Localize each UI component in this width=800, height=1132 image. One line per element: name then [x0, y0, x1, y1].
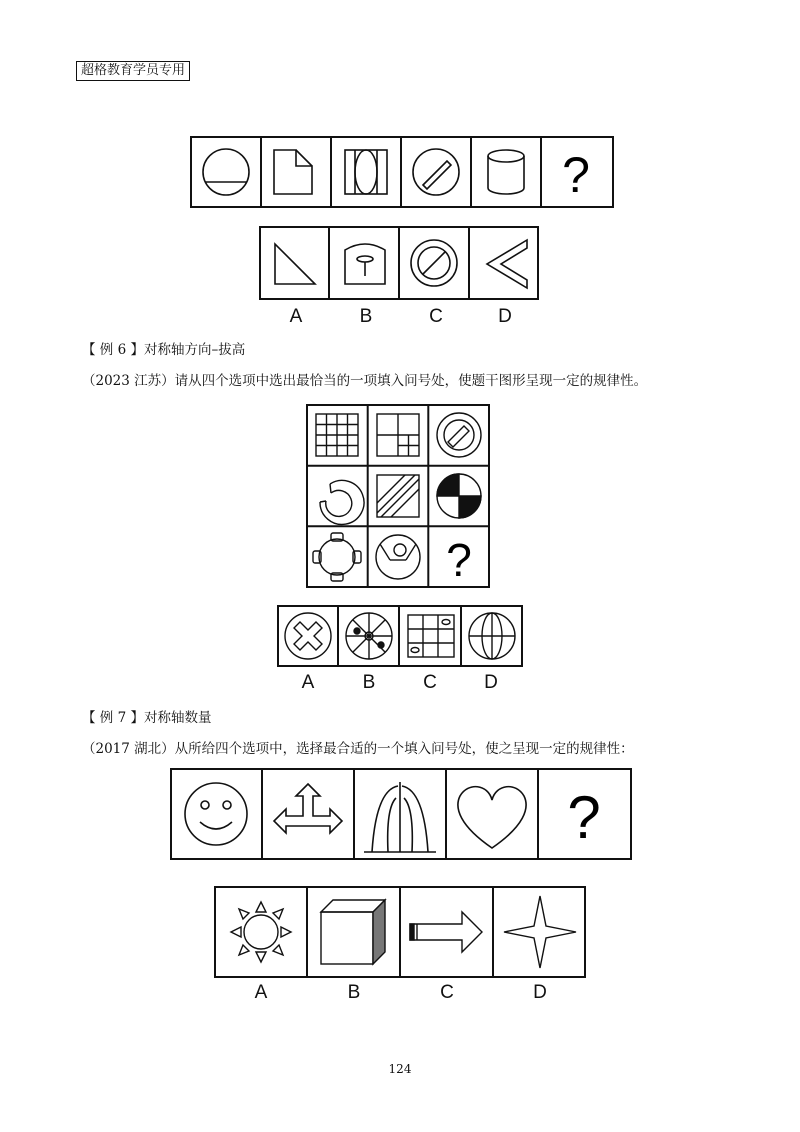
rect-oval-icon — [345, 150, 387, 194]
right-triangle-icon — [275, 244, 315, 284]
example7-heading: 【 例 7 】对称轴数量 — [82, 710, 212, 726]
option-b-label[interactable]: B — [362, 672, 376, 693]
heart-icon — [458, 787, 526, 848]
double-circle-slash-icon — [411, 240, 457, 286]
x-circle-icon — [285, 613, 331, 659]
cylinder-icon — [488, 150, 524, 194]
circle-chord-icon — [203, 149, 249, 195]
question-mark: ? — [446, 534, 472, 586]
option-c-label[interactable]: C — [429, 306, 443, 327]
grid-4x4-icon — [316, 414, 358, 456]
circle-slash-icon — [413, 149, 459, 195]
folded-square-icon — [274, 150, 312, 194]
puzzle1-stem — [190, 136, 614, 208]
option-d-label[interactable]: D — [533, 982, 547, 1003]
puzzle1-options — [259, 226, 539, 300]
arch-pin-icon — [345, 244, 385, 284]
spoke-circle-icon — [346, 613, 392, 659]
page-number: 124 — [388, 1062, 412, 1076]
option-b-label[interactable]: B — [359, 306, 373, 327]
globe-icon — [469, 613, 515, 659]
option-d-label[interactable]: D — [498, 306, 512, 327]
cube-icon — [321, 900, 385, 964]
broken-ring-icon — [320, 480, 364, 524]
grid-ovals-icon — [408, 615, 454, 657]
option-b-label[interactable]: B — [347, 982, 361, 1003]
option-c-label[interactable]: C — [423, 672, 437, 693]
option-a-label[interactable]: A — [289, 306, 303, 327]
example6-heading: 【 例 6 】对称轴方向–拔高 — [82, 342, 246, 358]
example7-question: （2017 湖北）从所给四个选项中，选择最合适的一个填入问号处，使之呈现一定的规律性： — [82, 741, 634, 757]
smiley-icon — [185, 783, 247, 845]
circle-dot-icon — [376, 535, 420, 579]
usage-stamp: 超格教育学员专用 — [76, 61, 190, 81]
option-a-label[interactable]: A — [301, 672, 315, 693]
three-arrows-icon — [274, 784, 342, 833]
four-point-star-icon — [504, 896, 576, 968]
option-d-label[interactable]: D — [484, 672, 498, 693]
puzzle2-options — [277, 605, 523, 667]
puzzle3-stem — [170, 768, 632, 860]
question-mark: ? — [562, 147, 590, 203]
cross-circle-icon — [313, 533, 361, 581]
right-arrow-icon — [410, 912, 482, 952]
puzzle3-options — [214, 886, 586, 978]
split-square-icon — [377, 414, 419, 456]
quartered-circle-icon — [437, 474, 481, 518]
fountain-icon — [364, 782, 436, 852]
sun-icon — [231, 902, 291, 962]
option-c-label[interactable]: C — [440, 982, 454, 1003]
chevron-left-icon — [487, 240, 527, 288]
puzzle2-grid — [306, 404, 490, 588]
double-circle-slash-icon — [437, 413, 481, 457]
example6-question: （2023 江苏）请从四个选项中选出最恰当的一项填入问号处，使题干图形呈现一定的规律性。 — [82, 373, 648, 389]
hatched-square-icon — [377, 475, 419, 517]
question-mark: ? — [567, 784, 601, 851]
option-a-label[interactable]: A — [254, 982, 268, 1003]
